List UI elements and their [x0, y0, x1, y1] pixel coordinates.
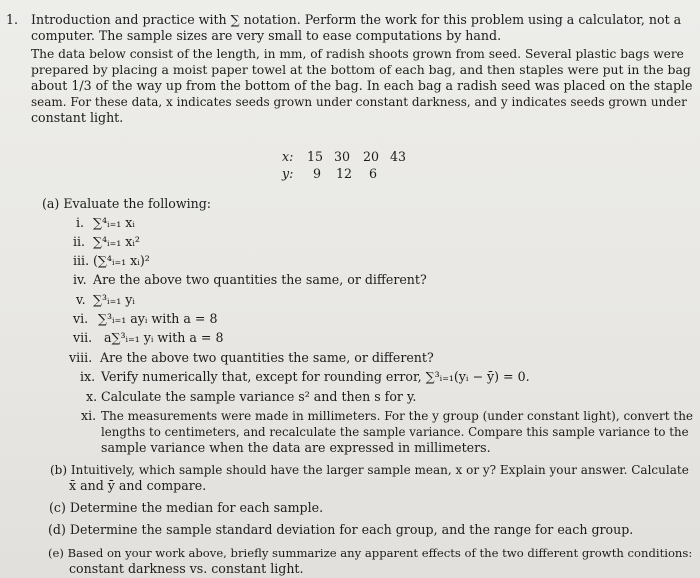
item-text-continued: sample variance when the data are expressed in millimeters. [101, 440, 491, 455]
y-value: 9 [313, 166, 322, 181]
item-number: vi. [73, 311, 89, 326]
item-number: iii. [73, 253, 90, 268]
para-line-3: about 1/3 of the way up from the bottom of the bag. In each bag a radish seed was placed on the staple [31, 78, 693, 93]
item-text: a∑³ᵢ₌₁ yᵢ with a = 8 [104, 330, 224, 345]
para-line-4: seam. For these data, x indicates seeds grown under constant darkness, and y indicates seeds grown under [31, 95, 687, 109]
para-line-1: The data below consist of the length, in mm, of radish shoots grown from seed. Several plastic bags were [31, 47, 684, 61]
part-d: (d) Determine the sample standard deviation for each group, and the range for each group. [48, 522, 634, 537]
intro-line-2: computer. The sample sizes are very small to ease computations by hand. [31, 28, 502, 43]
item-text-continued: lengths to centimeters, and recalculate the sample variance. Compare this sample variance to the [101, 425, 689, 439]
item-text: ∑⁴ᵢ₌₁ xᵢ [93, 215, 135, 230]
item-number: ix. [80, 369, 96, 384]
item-text: The measurements were made in millimeters. For the y group (under constant light), convert the [101, 409, 694, 423]
item-text: Calculate the sample variance s² and then s for y. [101, 389, 417, 404]
item-text: (∑⁴ᵢ₌₁ xᵢ)² [93, 253, 150, 268]
y-label: y: [282, 166, 294, 181]
item-text: ∑⁴ᵢ₌₁ xᵢ² [93, 234, 140, 249]
item-text: ∑³ᵢ₌₁ yᵢ [93, 292, 135, 307]
intro-line-1: Introduction and practice with ∑ notation. Perform the work for this problem using a calculator, not a [31, 12, 682, 27]
part-c: (c) Determine the median for each sample. [49, 500, 324, 515]
item-number: x. [86, 389, 98, 404]
part-b-line-1: (b) Intuitively, which sample should have the larger sample mean, x or y? Explain your answer. Calculate [50, 463, 689, 477]
x-value: 20 [363, 149, 380, 164]
x-label: x: [282, 149, 294, 164]
part-e-line-1: (e) Based on your work above, briefly summarize any apparent effects of the two different growth conditions: [48, 546, 693, 560]
para-line-2: prepared by placing a moist paper towel at the bottom of each bag, and then staples were put in the bag [31, 62, 691, 77]
item-text: Are the above two quantities the same, or different? [100, 350, 434, 365]
x-value: 30 [334, 149, 351, 164]
item-text: ∑³ᵢ₌₁ ayᵢ with a = 8 [98, 311, 218, 326]
part-b-line-2: x̄ and ȳ and compare. [69, 478, 207, 493]
x-value: 15 [307, 149, 324, 164]
problem-number: 1. [6, 12, 19, 27]
item-number: xi. [81, 408, 97, 423]
item-text: Verify numerically that, except for rounding error, ∑³ᵢ₌₁(yᵢ − ȳ) = 0. [101, 369, 530, 384]
item-number: iv. [73, 272, 87, 287]
item-number: v. [76, 292, 86, 307]
part-a-heading: (a) Evaluate the following: [42, 196, 212, 211]
item-number: ii. [73, 234, 86, 249]
item-text: Are the above two quantities the same, or different? [93, 272, 427, 287]
y-value: 12 [336, 166, 353, 181]
item-number: vii. [73, 330, 93, 345]
part-e-line-2: constant darkness vs. constant light. [69, 561, 304, 576]
y-value: 6 [369, 166, 378, 181]
item-number: viii. [69, 350, 93, 365]
item-number: i. [76, 215, 85, 230]
para-line-5: constant light. [31, 110, 124, 125]
x-value: 43 [390, 149, 407, 164]
